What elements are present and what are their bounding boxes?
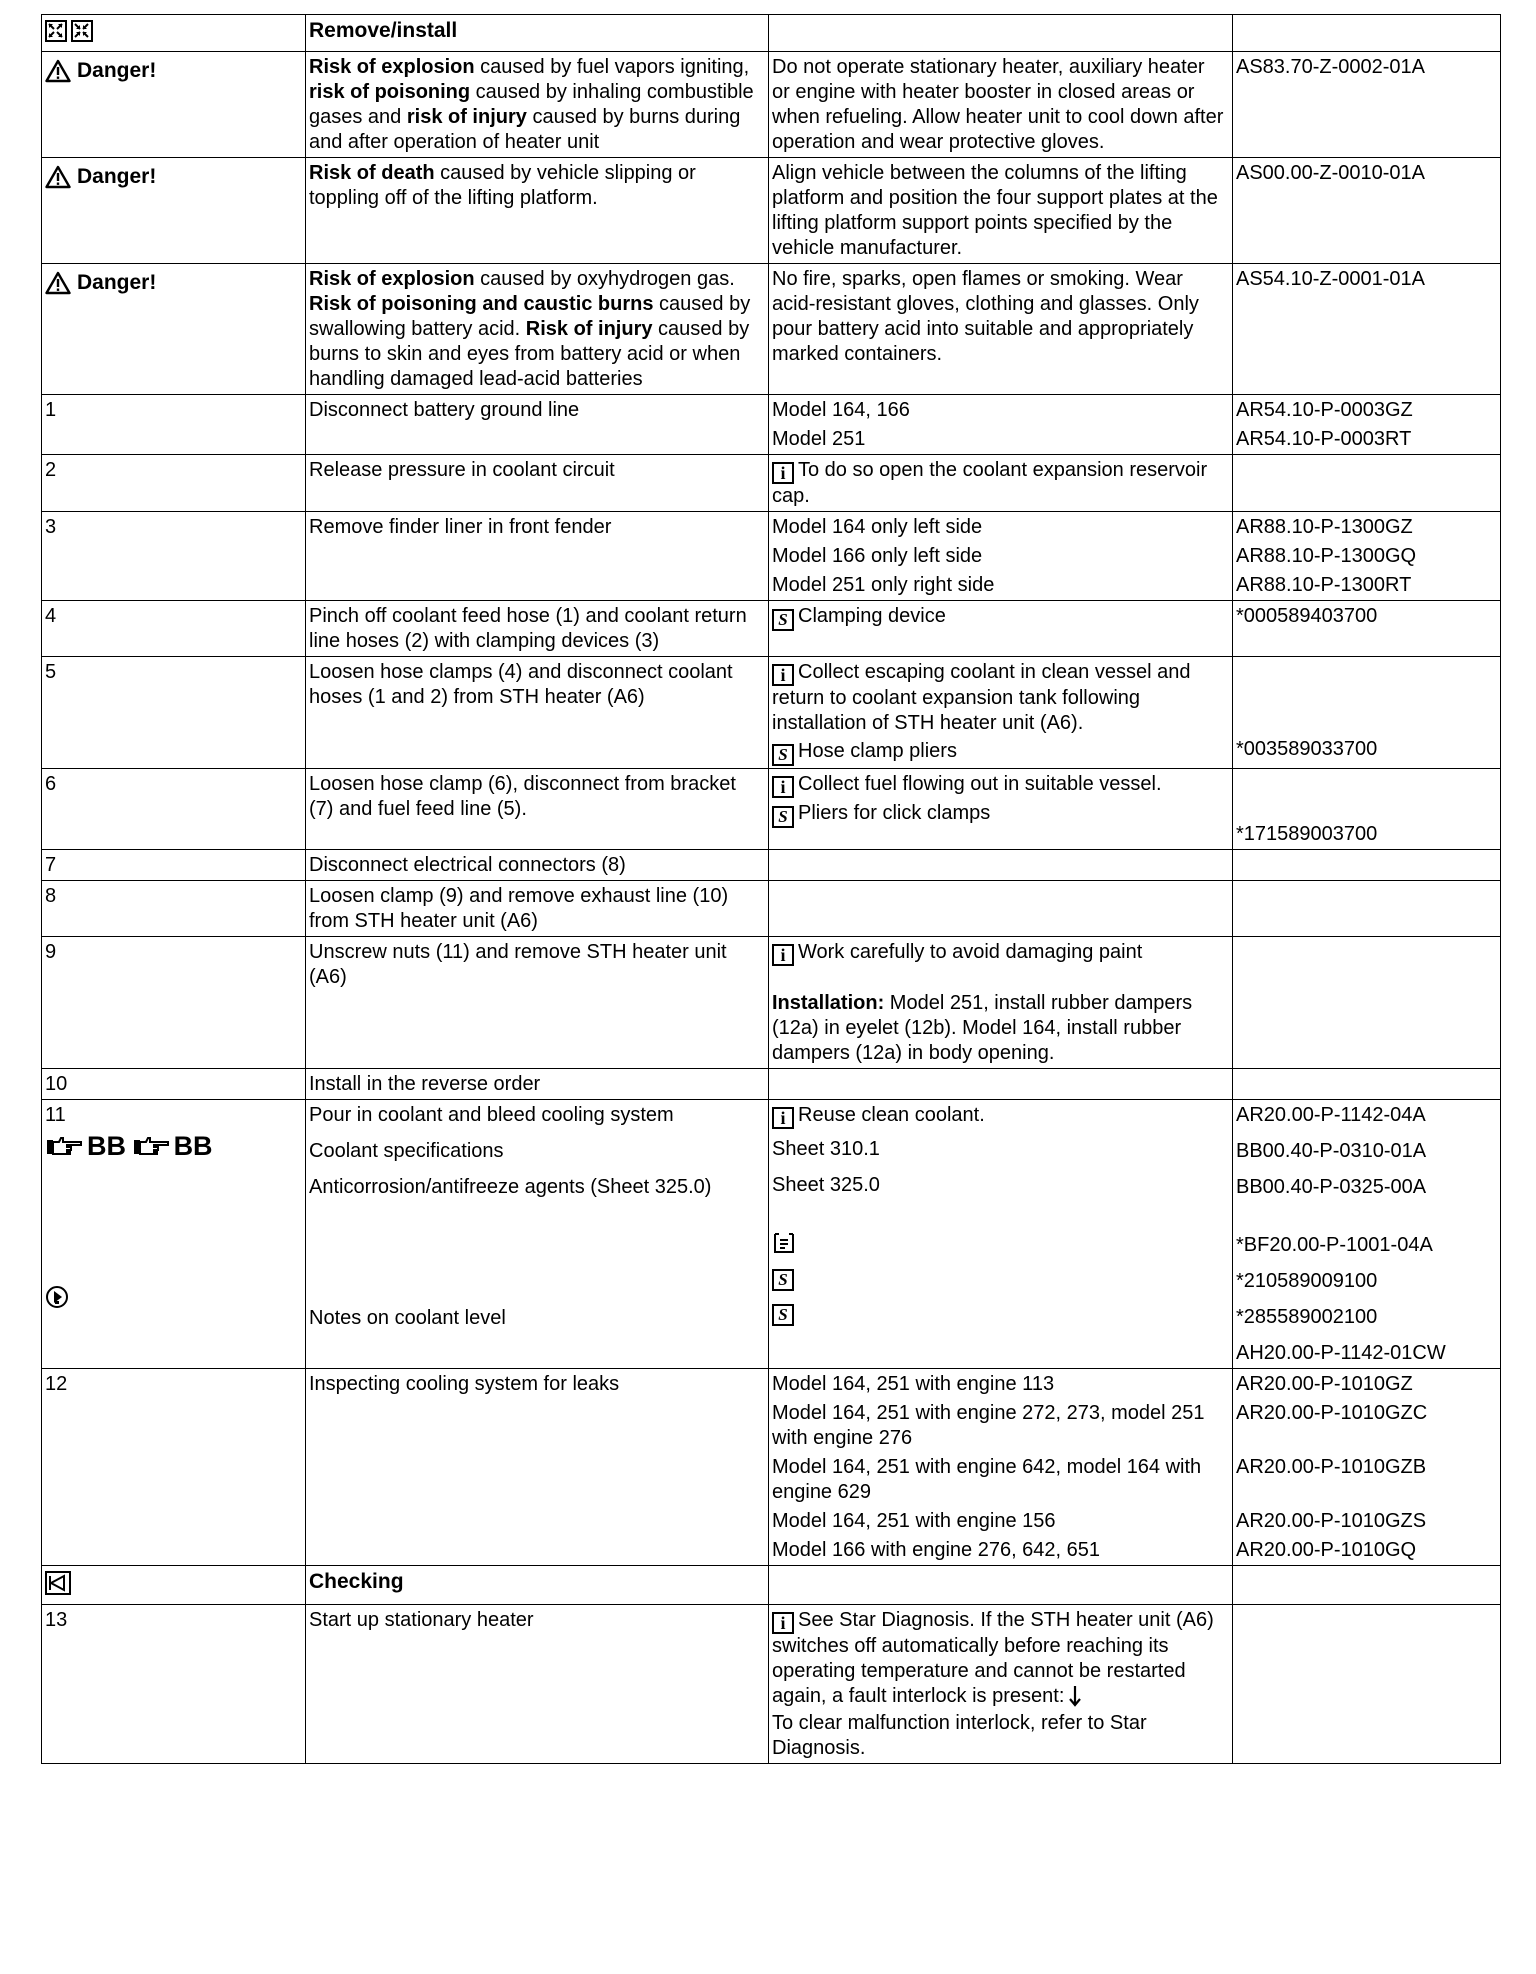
warning-triangle-icon bbox=[45, 165, 71, 189]
step-row bbox=[42, 1605, 1501, 1764]
reference-link[interactable]: AR20.00-P-1142-04A bbox=[1236, 1104, 1426, 1126]
tool-icon: S bbox=[772, 1269, 794, 1291]
info-icon: i bbox=[772, 1107, 794, 1129]
reference-link[interactable]: *285589002100 bbox=[1236, 1306, 1378, 1328]
section-title: Checking bbox=[309, 1570, 404, 1593]
step-note: Model 251 only right side bbox=[772, 574, 995, 596]
step-row bbox=[42, 601, 1501, 657]
danger-label: Danger! bbox=[45, 164, 156, 189]
danger-label: Danger! bbox=[45, 58, 156, 83]
reference-link[interactable]: AH20.00-P-1142-01CW bbox=[1236, 1342, 1446, 1364]
checking-icon bbox=[45, 1571, 73, 1595]
step-row bbox=[42, 1100, 1501, 1369]
step-text: Unscrew nuts (11) and remove STH heater unit (A6) bbox=[306, 937, 769, 1069]
reference-link[interactable]: AR20.00-P-1010GZB bbox=[1236, 1456, 1427, 1478]
header-row bbox=[42, 15, 1501, 52]
notes-text: Notes on coolant level bbox=[309, 1307, 506, 1329]
pointing-hand-icon bbox=[45, 1134, 85, 1158]
step-row bbox=[42, 1069, 1501, 1100]
info-icon: i bbox=[772, 944, 794, 966]
bb-text: Coolant specifications bbox=[309, 1140, 504, 1162]
danger-row bbox=[42, 52, 1501, 158]
reference-link[interactable]: AR54.10-P-0003RT bbox=[1236, 428, 1412, 450]
reference-link[interactable]: BB00.40-P-0325-00A bbox=[1236, 1176, 1427, 1198]
step-row bbox=[42, 455, 1501, 512]
step-text: Start up stationary heater bbox=[306, 1605, 769, 1764]
step-number: 1 bbox=[42, 395, 306, 455]
fluid-container-icon bbox=[772, 1231, 796, 1255]
step-number: 5 bbox=[42, 657, 306, 769]
reference: AS54.10-Z-0001-01A bbox=[1233, 264, 1501, 395]
step-number: 7 bbox=[42, 850, 306, 881]
reference-link[interactable]: AR88.10-P-1300GQ bbox=[1236, 545, 1417, 567]
danger-label: Danger! bbox=[45, 270, 156, 295]
step-row bbox=[42, 769, 1501, 850]
installation-note: Installation: Model 251, install rubber dampers (12a) in eyelet (12b). Model 164, install rubber dampers (12a) in body opening. bbox=[772, 992, 1193, 1064]
step-number: 11 bbox=[45, 1104, 66, 1126]
step-text: Disconnect battery ground line bbox=[306, 395, 769, 455]
risk-text: Risk of explosion caused by oxyhydrogen gas. Risk of poisoning and caustic burns caused by swallowing battery acid. Risk of injury caused by burns to skin and eyes from battery acid or when handling damaged lead-acid batteries bbox=[306, 264, 769, 395]
reference-link[interactable]: BB00.40-P-0310-01A bbox=[1236, 1140, 1427, 1162]
step-text: Install in the reverse order bbox=[306, 1069, 769, 1100]
step-number: 8 bbox=[42, 881, 306, 937]
sheet-ref: Sheet 310.1 bbox=[772, 1138, 880, 1160]
tool-name: Clamping device bbox=[798, 605, 946, 627]
tool-icon: S bbox=[772, 744, 794, 766]
step-text: Inspecting cooling system for leaks bbox=[306, 1369, 769, 1566]
checking-row bbox=[42, 1566, 1501, 1605]
step-text: Remove finder liner in front fender bbox=[306, 512, 769, 601]
step-note: Model 166 only left side bbox=[772, 545, 983, 567]
bb-marker: BB bbox=[132, 1130, 213, 1162]
step-number: 10 bbox=[42, 1069, 306, 1100]
step-note: Collect fuel flowing out in suitable vessel. bbox=[798, 773, 1162, 795]
warning-triangle-icon bbox=[45, 59, 71, 83]
tool-icon: S bbox=[772, 609, 794, 631]
step-note: Model 164, 166 bbox=[772, 399, 910, 421]
pointing-hand-icon bbox=[132, 1134, 172, 1158]
bb-marker: BB bbox=[45, 1130, 126, 1162]
danger-row bbox=[42, 158, 1501, 264]
bb-text: Anticorrosion/antifreeze agents (Sheet 325.0) bbox=[309, 1176, 712, 1198]
step-note: Model 164, 251 with engine 642, model 164 with engine 629 bbox=[772, 1456, 1202, 1503]
tool-name: Pliers for click clamps bbox=[798, 802, 991, 824]
step-row bbox=[42, 512, 1501, 601]
step-note: Model 166 with engine 276, 642, 651 bbox=[772, 1539, 1101, 1561]
info-icon: i bbox=[772, 664, 794, 686]
down-arrow-icon bbox=[1068, 1685, 1082, 1707]
step-text: Pour in coolant and bleed cooling system bbox=[309, 1104, 674, 1126]
step-number: 2 bbox=[42, 455, 306, 512]
step-text: Loosen clamp (9) and remove exhaust line (10) from STH heater unit (A6) bbox=[306, 881, 769, 937]
reference: AS00.00-Z-0010-01A bbox=[1233, 158, 1501, 264]
risk-text: Risk of explosion caused by fuel vapors igniting, risk of poisoning caused by inhaling combustible gases and risk of injury caused by burns during and after operation of heater unit bbox=[306, 52, 769, 158]
reference-link[interactable]: AR54.10-P-0003GZ bbox=[1236, 399, 1413, 421]
sheet-ref: Sheet 325.0 bbox=[772, 1174, 880, 1196]
step-number: 13 bbox=[42, 1605, 306, 1764]
step-note: See Star Diagnosis. If the STH heater unit (A6) switches off automatically before reaching its operating temperature and cannot be restarted again, a fault interlock is present: bbox=[772, 1609, 1214, 1707]
tool-icon: S bbox=[772, 806, 794, 828]
reference-link[interactable]: *003589033700 bbox=[1236, 738, 1378, 760]
danger-row bbox=[42, 264, 1501, 395]
step-number: 3 bbox=[42, 512, 306, 601]
reference-link[interactable]: AR88.10-P-1300GZ bbox=[1236, 516, 1413, 538]
measure-text: No fire, sparks, open flames or smoking. Wear acid-resistant gloves, clothing and glasses. Only pour battery acid into suitable and appropriately marked containers. bbox=[769, 264, 1233, 395]
reference-link[interactable]: *BF20.00-P-1001-04A bbox=[1236, 1234, 1433, 1256]
step-note: To do so open the coolant expansion reservoir cap. bbox=[772, 459, 1208, 507]
step-text: Release pressure in coolant circuit bbox=[306, 455, 769, 512]
step-text: Pinch off coolant feed hose (1) and coolant return line hoses (2) with clamping devices (3) bbox=[306, 601, 769, 657]
step-note: Model 164, 251 with engine 156 bbox=[772, 1510, 1056, 1532]
step-row bbox=[42, 657, 1501, 769]
step-text: Loosen hose clamps (4) and disconnect coolant hoses (1 and 2) from STH heater (A6) bbox=[306, 657, 769, 769]
step-row bbox=[42, 937, 1501, 1069]
reference-link[interactable]: *000589403700 bbox=[1233, 601, 1501, 657]
step-note: Collect escaping coolant in clean vessel and return to coolant expansion tank following installation of STH heater unit (A6). bbox=[772, 661, 1191, 734]
reference-link[interactable]: *210589009100 bbox=[1236, 1270, 1378, 1292]
warning-triangle-icon bbox=[45, 271, 71, 295]
info-icon: i bbox=[772, 1612, 794, 1634]
step-note: Model 164, 251 with engine 272, 273, model 251 with engine 276 bbox=[772, 1402, 1205, 1449]
step-text: Loosen hose clamp (6), disconnect from bracket (7) and fuel feed line (5). bbox=[306, 769, 769, 850]
section-title: Remove/install bbox=[309, 19, 458, 42]
step-note: Reuse clean coolant. bbox=[798, 1104, 985, 1126]
step-number: 12 bbox=[42, 1369, 306, 1566]
step-row bbox=[42, 1369, 1501, 1566]
step-note: To clear malfunction interlock, refer to Star Diagnosis. bbox=[772, 1712, 1147, 1759]
measure-text: Align vehicle between the columns of the lifting platform and position the four support plates at the lifting platform support points specified by the vehicle manufacturer. bbox=[769, 158, 1233, 264]
reference-link[interactable]: AR88.10-P-1300RT bbox=[1236, 574, 1412, 596]
step-number: 9 bbox=[42, 937, 306, 1069]
remove-install-icon bbox=[45, 20, 95, 42]
reference-link[interactable]: AR20.00-P-1010GZ bbox=[1236, 1373, 1413, 1395]
step-note: Model 164 only left side bbox=[772, 516, 983, 538]
step-note: Model 251 bbox=[772, 428, 866, 450]
tool-name: Hose clamp pliers bbox=[798, 740, 957, 762]
step-text: Disconnect electrical connectors (8) bbox=[306, 850, 769, 881]
step-number: 6 bbox=[42, 769, 306, 850]
step-row bbox=[42, 881, 1501, 937]
step-note: Model 164, 251 with engine 113 bbox=[772, 1373, 1055, 1395]
notes-circle-icon bbox=[45, 1285, 69, 1309]
reference-link[interactable]: AR20.00-P-1010GZC bbox=[1236, 1402, 1428, 1424]
info-icon: i bbox=[772, 462, 794, 484]
info-icon: i bbox=[772, 776, 794, 798]
step-row bbox=[42, 850, 1501, 881]
step-note: Work carefully to avoid damaging paint bbox=[798, 941, 1143, 963]
procedure-table bbox=[41, 14, 1501, 1764]
step-number: 4 bbox=[42, 601, 306, 657]
risk-text: Risk of death caused by vehicle slipping or toppling off of the lifting platform. bbox=[306, 158, 769, 264]
reference-link[interactable]: *171589003700 bbox=[1236, 823, 1378, 845]
reference-link[interactable]: AR20.00-P-1010GZS bbox=[1236, 1510, 1427, 1532]
reference: AS83.70-Z-0002-01A bbox=[1233, 52, 1501, 158]
measure-text: Do not operate stationary heater, auxiliary heater or engine with heater booster in closed areas or when refueling. Allow heater unit to cool down after operation and wear protective gloves. bbox=[769, 52, 1233, 158]
reference-link[interactable]: AR20.00-P-1010GQ bbox=[1236, 1539, 1417, 1561]
tool-icon: S bbox=[772, 1304, 794, 1326]
step-row bbox=[42, 395, 1501, 455]
